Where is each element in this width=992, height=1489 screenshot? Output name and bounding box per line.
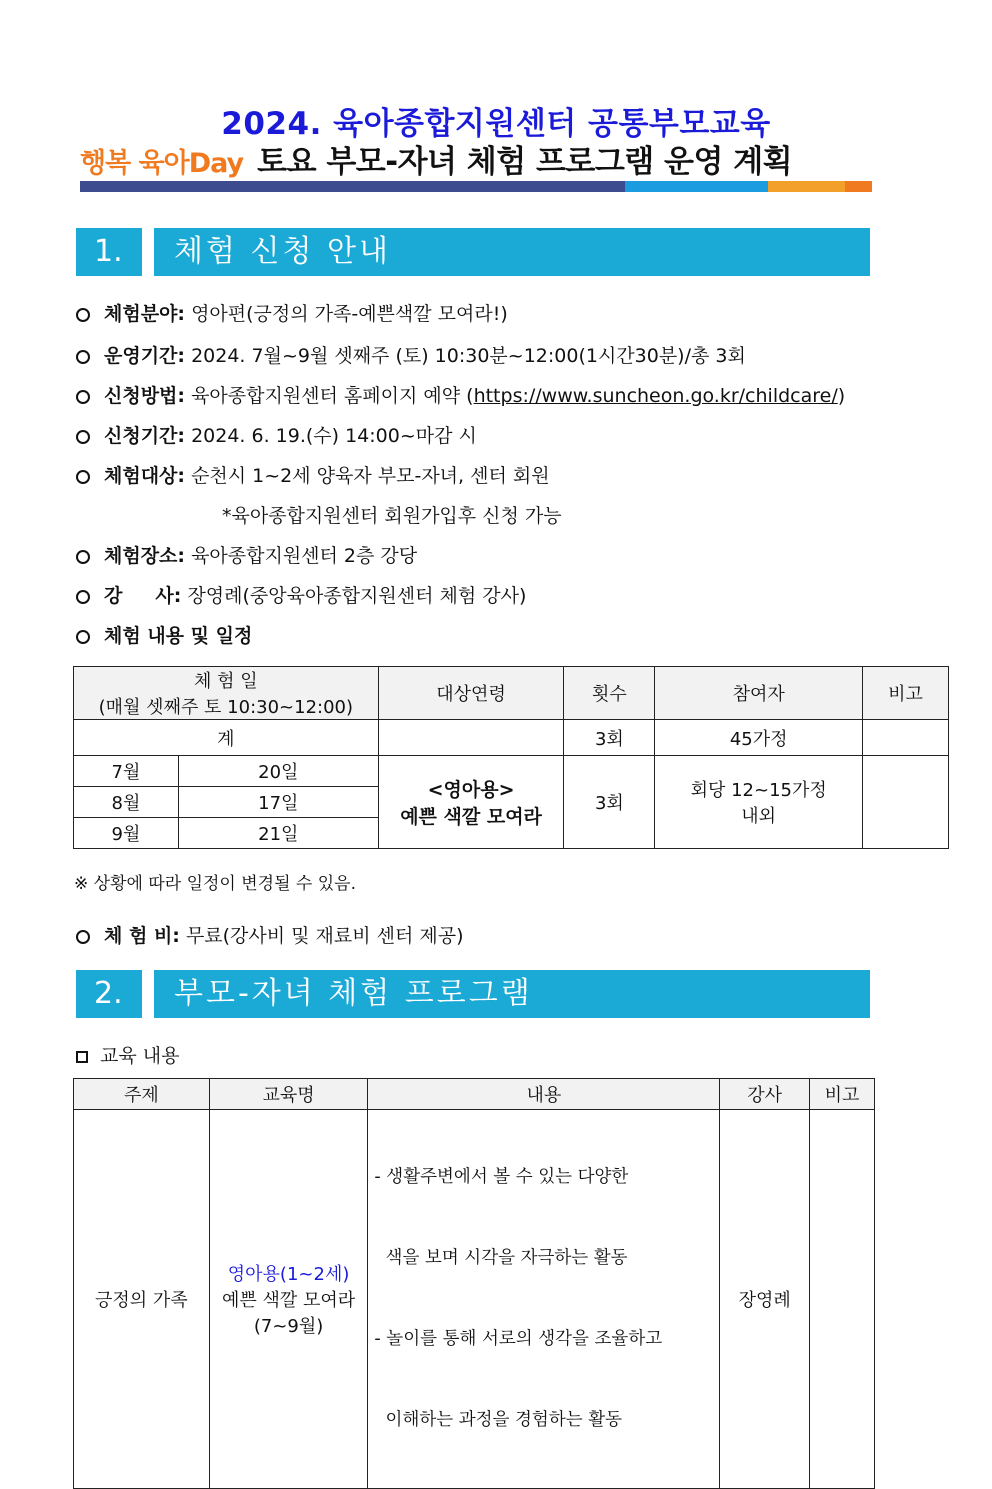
header-note: 비고 [863,667,949,720]
title-bar-blue [625,181,768,192]
page-title: 2024. 육아종합지원센터 공통부모교육 [221,106,771,142]
subtitle-accent: 행복 육아Day [80,148,244,179]
info-apply-period: 신청기간: 2024. 6. 19.(수) 14:00~마감 시 [76,421,477,451]
header-topic: 주제 [74,1079,210,1110]
title-bar-navy [80,181,625,192]
table-row: 긍정의 가족 영아용(1~2세) 예쁜 색깔 모여라 (7~9월) - 생활주변에서 볼 수 있는 다양한 색을 보며 시각을 자극하는 활동 - 놀이를 통해 서로의 생각을 조율하고 이해하는 과정을 경험하는 활동 장영례 [74,1110,875,1489]
circle-bullet-icon [76,390,90,404]
info-fee: 체 험 비: 무료(강사비 및 재료비 센터 제공) [76,921,464,951]
header-experience-day: 체 험 일 (매월 셋째주 토 10:30~12:00) [74,667,379,720]
circle-bullet-icon [76,590,90,604]
circle-bullet-icon [76,630,90,644]
header-age: 대상연령 [378,667,564,720]
page-subtitle [80,136,792,180]
table-row-total: 계 3회 45가정 [74,720,949,756]
circle-bullet-icon [76,470,90,484]
section1-title: 체험 신청 안내 [154,228,870,276]
childcare-homepage-link[interactable]: https://www.suncheon.go.kr/childcare/ [473,385,838,407]
circle-bullet-icon [76,550,90,564]
circle-bullet-icon [76,308,90,322]
subtitle-main: 토요 부모-자녀 체험 프로그램 운영 계획 [257,144,793,180]
circle-bullet-icon [76,930,90,944]
schedule-notice: ※ 상황에 따라 일정이 변경될 수 있음. [74,874,356,894]
title-bar-orange [768,181,845,192]
info-period: 운영기간: 2024. 7월~9월 셋째주 (토) 10:30분~12:00(1시간30분)/총 3회 [76,341,746,371]
program-cell: <영아용> 예쁜 색깔 모여라 [378,756,564,849]
info-target-note: *육아종합지원센터 회원가입후 신청 가능 [222,505,562,527]
info-place: 체험장소: 육아종합지원센터 2층 강당 [76,541,417,571]
section2-number: 2. [76,970,142,1018]
section2-title: 부모-자녀 체험 프로그램 [154,970,870,1018]
table-row: 8월 17일 [74,787,949,818]
header-content: 내용 [368,1079,720,1110]
education-content-heading: 교육 내용 [76,1041,179,1071]
table-row: 9월 21일 [74,818,949,849]
header-count: 횟수 [564,667,655,720]
info-field: 체험분야: 영아편(긍정의 가족-예쁜색깔 모여라!) [76,299,508,329]
info-target: 체험대상: 순천시 1~2세 양육자 부모-자녀, 센터 회원 [76,461,550,491]
circle-bullet-icon [76,350,90,364]
table-row: 7월 20일 <영아용> 예쁜 색깔 모여라 3회 회당 12~15가정 내외 [74,756,949,787]
education-table [73,1078,875,1489]
info-instructor: 강 사: 장영례(중앙육아종합지원센터 체험 강사) [76,581,526,611]
course-cell: 영아용(1~2세) 예쁜 색깔 모여라 (7~9월) [209,1110,368,1489]
section1-number: 1. [76,228,142,276]
schedule-table [73,666,949,849]
header-instructor: 강사 [720,1079,810,1110]
circle-bullet-icon [76,430,90,444]
title-bar-dark-orange [845,181,872,192]
participants-cell: 회당 12~15가정 내외 [655,756,863,849]
info-apply-method: 신청방법: 육아종합지원센터 홈페이지 예약 (https://www.suncheon.go.kr/childcare/) [76,381,845,411]
square-bullet-icon [76,1051,88,1063]
header-course: 교육명 [209,1079,368,1110]
content-cell: - 생활주변에서 볼 수 있는 다양한 색을 보며 시각을 자극하는 활동 - 놀이를 통해 서로의 생각을 조율하고 이해하는 과정을 경험하는 활동 [368,1110,720,1489]
info-schedule-heading: 체험 내용 및 일정 [76,621,252,651]
header-note: 비고 [810,1079,875,1110]
header-participants: 참여자 [655,667,863,720]
